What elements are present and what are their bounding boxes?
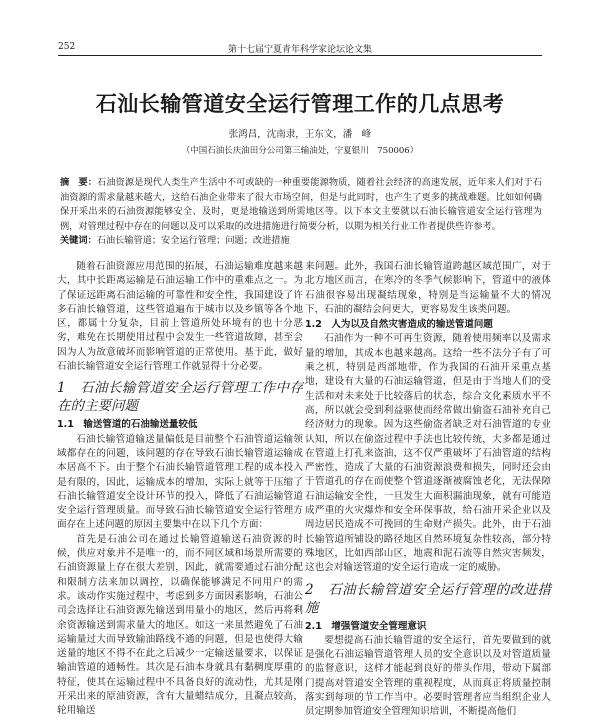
intro-paragraph: 随着石油资源应用范围的拓展，石油运输难度越来越大，其中长距离运输是石油运输工作中的重难点之一。为了保证远距离石油运输的可靠性和安全性，我国建设了许多石油长输管道，这些管道遍布于城市以及乡镇等各个地区，都属十分复杂，目前上管道所处环境有的也十分恶劣，难免在长期使用过程中会发生一些管道故障，甚至会因为人为故意破坏而影响管道的正常使用。基于此，做好石油长输管道安全运行管理工作就显得十分必要。 <box>57 261 303 373</box>
paragraph: 来问题。此外，我国石油长输管道跨越区域范围广，对于北方地区而言，在寒冷的冬季气候影响下，管道中的液体石油很容易出现凝结现象，特别是当运输量不大的情况下，石油的凝结会问更大，更容易发生该类问题。 <box>305 261 551 315</box>
abstract <box>60 176 542 249</box>
section-1-heading: 1 石油长输管道安全运行管理工作中存在的主要问题 <box>57 380 303 415</box>
page-number: 252 <box>58 42 76 52</box>
paragraph: 石油作为一种不可再生资源，随着使用频率以及需求量的增加，其成本也越来越高。这给一些不法分子有了可乘之机，特别是西部地带，作为我国的石油开采重点基地，建设有大量的石油运输管道，但是由于当地人们的受生活和对未来处于比较落后的状态，综合文化素质水平不高，所以就会受到利益驱使而经常做出偷盗石油补充自己经济财力的现象。因为这些偷盗者缺乏对石油管道的专业认知，所以在偷盗过程中手法也比较传统，大多都是通过在管道上打孔来盗油，这不仅严重破坏了石油管道的结构严密性，造成了大量的石油资源浪费和损失，同时还会由于管道孔的存在而使整个管道逐渐被腐蚀老化，无法保障石油运输安全性，一旦发生大面积漏油现象，就有可能造成严重的火灾爆炸和安全环保事故，给石油开采企业以及周边居民造成不可挽回的生命财产损失。此外，由于石油长输管道所铺设的路径地区自然环境复杂性较高，部分特殊地区，比如西部山区，地震和泥石流等自然灾害频发，这也会对输送管道的安全运行造成一定的威胁。 <box>305 333 551 574</box>
paragraph: 首先是石油公司在通过长输管道输送石油资源的时候，供应对象并不是唯一的，而不同区域和场景所需要的石油资源量上存在很大差别，因此，就需要通过石油分配和限制方法来加以调控，以确保能够满足不同用户的需求。该动作实施过程中，考虑到多方面因素影响，石油公司会选择让石油资源先输送到用量小的地区，然后再将剩余资源输送到需求量大的地区。如这一来虽然避免了石油运输量过大而导致输油路线不通的问题，但是也使得大输送量的地区不得不在此之后减少一定输送量要求，以保证输油管道的通畅性。其次是石油本身就具有黏稠度厚重的特征，使其在运输过程中不具备良好的流动性，尤其是刚开采出来的原油资源，含有大量蜡结成分，且凝点较高，轮用输送 <box>57 533 303 717</box>
paper-title: 石汕长输管道安全运行管理工作的几点思考 <box>95 91 505 116</box>
header-rule <box>58 55 542 56</box>
paragraph: 石油长输管道输送量偏低是目前整个石油管道运输领域都存在的问题，该问题的存在导致石油长输管道运输成本居高不下。由于整个石油长输管道管理工程的成本投入是有限的，因此，运输成本的增加，实际上就等于压缩了石油长输管道安全设计环节的投入，降低了石油运输管道安全运行管理质量。而导致石油长输管道安全运行管理方面存在上述问题的原因主要集中在以下几个方面： <box>57 433 303 531</box>
authors: 张鸿昌，沈南隶，王东文，潘 峰 <box>228 129 372 140</box>
section-2-heading: 2 石油长输管道安全运行管理的改进措施 <box>305 581 551 616</box>
section-1-1-heading: 1.1 输送管道的石油输送量较低 <box>57 419 198 431</box>
running-header: 第十七届宁夏青年科学家论坛论文集 <box>227 45 372 55</box>
keywords: 石油长输管道；安全运行管理；问题；改进措施 <box>96 235 290 247</box>
section-2-1-heading: 2.1 增强管道安全管理意识 <box>305 620 427 632</box>
right-column <box>305 260 551 720</box>
affiliation: （中国石油长庆油田分公司第三输油处，宁夏银川 750006） <box>181 146 419 156</box>
paragraph: 要想提高石油长输管道的安全运行，首先要做到的就是强化石油运输管道管理人员的安全意识以及对管道质量的监督意识，这样才能起到良好的带头作用，带动下属部门提高对管道安全管理的重视程度，从而真正将质量控制落实到每项的节工作当中。必要时管理者应当组织企业人员定期参加管道安全管理知识培训，不断提高他们 <box>305 634 551 718</box>
section-1-2-heading: 1.2 人为以及自然灾害造成的输送管道问题 <box>305 319 493 331</box>
left-column <box>57 260 303 719</box>
keywords-label: 关键词： <box>60 235 97 247</box>
abstract-label: 摘 要： <box>60 177 98 188</box>
abstract-text: 石油资源是现代人类生产生活中不可或缺的一种重要能源物质，随着社会经济的高速发展，近年来人们对于石油资源的需求量越来越大，这给石油企业带来了很大市场空间，但是与此同时，也产生了更多的挑战难题。比如如何确保开采出来的石油资源能够安全、及时，更是地输送到所需地区等。以下本文主要就以石油长输管道安全运行管理为例，对管理过程中存在的问题以及可以采取的改进措施进行简要分析，以期为相关行业工作者提供些许参考。 <box>60 177 543 232</box>
